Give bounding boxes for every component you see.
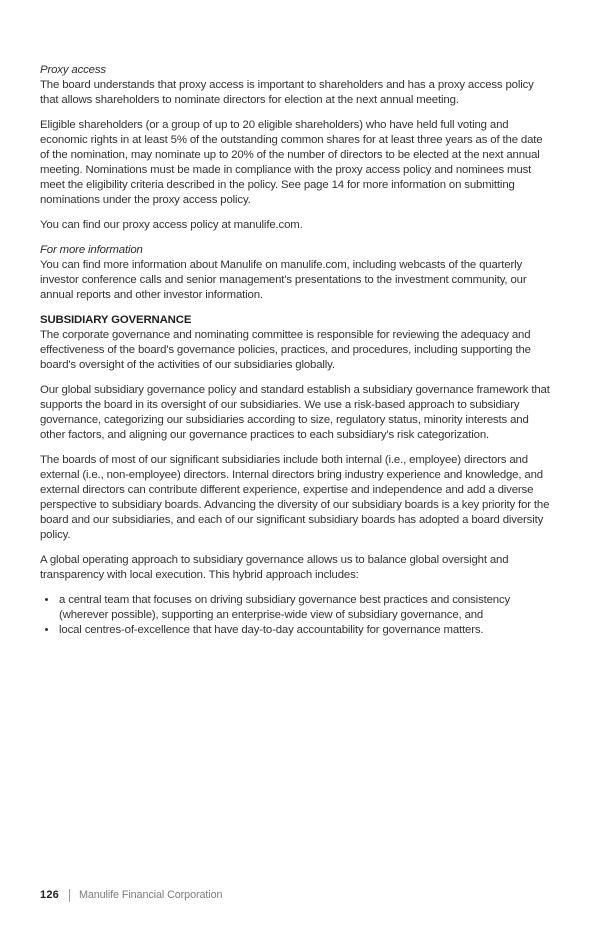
paragraph-subsidiary-governance-2: Our global subsidiary governance policy and standard establish a subsidiary governance framework that supports the board in its oversight of our subsidiaries. We use a risk-based approach to subsidiary governance, categorizing our subsidiaries according to size, regulatory status, minority interests and other factors, and aligning our governance practices to each subsidiary's risk categorization.	[40, 384, 550, 441]
section-heading-more-information: For more information	[40, 244, 143, 256]
section-proxy-access	[40, 63, 552, 233]
paragraph-more-information-1: You can find more information about Manulife on manulife.com, including webcasts of the quarterly investor conference calls and senior management's presentations to the investment community, our annual reports and other investor information.	[40, 259, 527, 301]
page-footer	[40, 888, 222, 903]
bullet-item-central-team: • a central team that focuses on driving subsidiary governance best practices and consistency (wherever possible), supporting an enterprise-wide view of subsidiary governance, and	[58, 593, 552, 623]
paragraph-subsidiary-governance-1: The corporate governance and nominating committee is responsible for reviewing the adequacy and effectiveness of the board's governance policies, practices, and procedures, including supporting the board's oversight of the activities of our subsidiaries globally.	[40, 329, 531, 371]
paragraph-subsidiary-governance-3: The boards of most of our significant subsidiaries include both internal (i.e., employee) directors and external (i.e., non-employee) directors. Internal directors bring industry experience and knowledge, and external directors can contribute different experience, expertise and independence and add a diverse perspective to subsidiary boards. Advancing the diversity of our subsidiary boards is a key priority for the board and our subsidiaries, and each of our significant subsidiary boards has adopted a board diversity policy.	[40, 454, 550, 541]
subsidiary-governance-bullet-list	[40, 593, 552, 638]
paragraph-subsidiary-governance-4: A global operating approach to subsidiary governance allows us to balance global oversight and transparency with local execution. This hybrid approach includes:	[40, 554, 509, 581]
paragraph-proxy-access-2: Eligible shareholders (or a group of up to 20 eligible shareholders) who have held full voting and economic rights in at least 5% of the outstanding common shares for at least three years as of the date of the nomination, may nominate up to 20% of the number of directors to be elected at the next annual meeting. Nominations must be made in compliance with the proxy access policy and nominees must meet the eligibility criteria described in the policy. See page 14 for more information on submitting nominations under the proxy access policy.	[40, 119, 543, 206]
paragraph-proxy-access-3: You can find our proxy access policy at manulife.com.	[40, 219, 303, 231]
section-heading-proxy-access: Proxy access	[40, 64, 106, 76]
footer-divider	[69, 889, 70, 902]
page-content	[40, 63, 552, 648]
section-subsidiary-governance	[40, 313, 552, 638]
bullet-item-local-centres: • local centres-of-excellence that have day-to-day accountability for governance matters.	[58, 623, 552, 638]
section-heading-subsidiary-governance: SUBSIDIARY GOVERNANCE	[40, 314, 192, 326]
section-more-information	[40, 243, 552, 303]
company-name: Manulife Financial Corporation	[78, 889, 223, 901]
page-number: 126	[40, 889, 59, 901]
paragraph-proxy-access-1: The board understands that proxy access is important to shareholders and has a proxy access policy that allows shareholders to nominate directors for election at the next annual meeting.	[40, 79, 534, 106]
